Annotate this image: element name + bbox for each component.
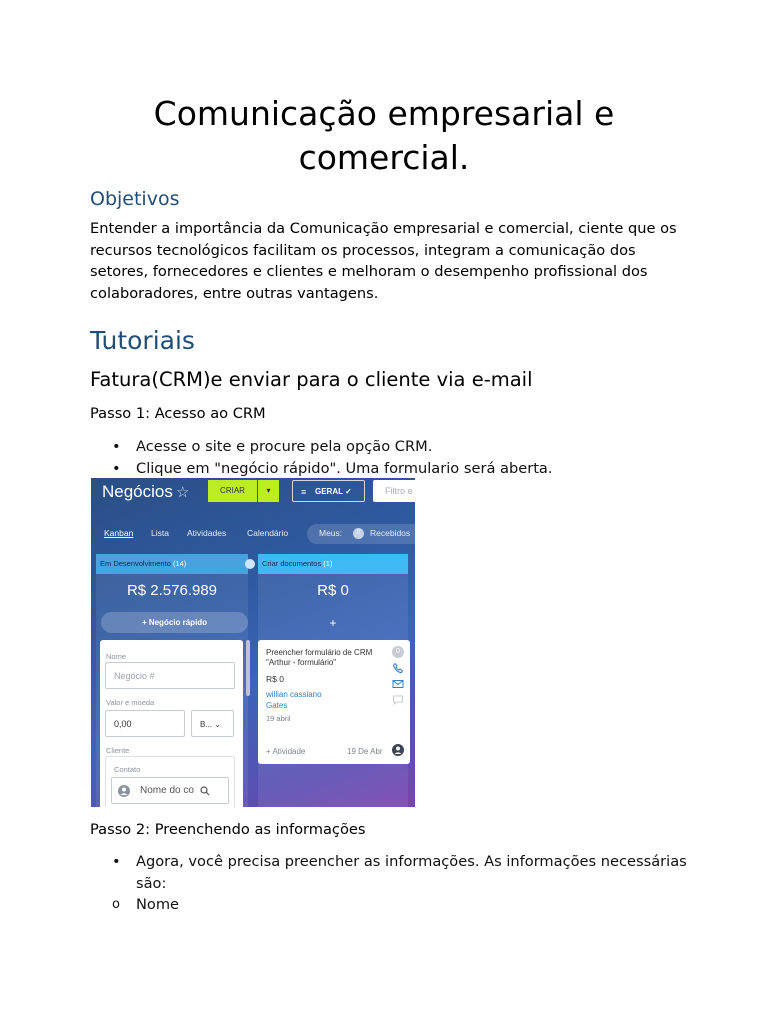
list-item-text: Agora, você precisa preencher as informações. As informações necessárias são: [136,853,687,892]
cliente-label: Cliente [106,746,130,755]
view-tabs [91,524,415,544]
section-subheading: Fatura(CRM)e enviar para o cliente via e-mail [90,368,533,391]
deal-card[interactable] [258,640,410,764]
deal-title[interactable]: Preencher formulário de CRM "Arthur - formulário" [266,648,373,667]
step2-list [90,851,690,916]
criar-dropdown-icon[interactable]: ▾ [258,480,279,502]
star-icon[interactable]: ☆ [176,484,190,501]
step1-list [90,436,553,479]
geral-label: GERAL ✓ [315,487,352,496]
valor-label: Valor e moeda [106,698,155,707]
cliente-box [105,756,235,807]
column-total: R$ 0 [317,582,349,599]
list-item [90,851,690,894]
sub-list-item [90,894,690,916]
bullet-icon: • [112,853,121,870]
deal-count-badge: 0 [392,646,404,658]
meus-label: Meus: [319,528,343,538]
list-item [90,436,553,458]
mail-icon[interactable] [392,678,404,690]
contato-field[interactable] [111,777,229,804]
add-activity-link[interactable]: + Atividade [266,747,306,756]
tab-lista[interactable]: Lista [151,528,169,538]
sub-bullet-icon: o [112,897,120,912]
filter-icon: ≡ [301,487,307,497]
moeda-select[interactable]: B... ⌄ [191,710,234,737]
person-icon [118,785,130,797]
deal-due-date: 19 De Abr [347,747,383,756]
column-header-em-desenvolvimento[interactable] [96,554,248,574]
tutoriais-heading: Tutoriais [90,326,195,355]
contato-placeholder: Nome do co [140,785,194,796]
deal-company-link[interactable]: Gates [266,701,288,710]
column-header-criar-documentos[interactable] [258,554,408,574]
bullet-icon: • [112,459,121,477]
quick-deal-form [100,640,243,807]
meus-filter[interactable] [307,524,415,544]
negocio-rapido-button[interactable]: + Negócio rápido [101,612,248,633]
crm-screenshot [91,478,415,807]
list-item [90,458,553,480]
meus-recebidos[interactable]: Recebidos [370,528,411,538]
valor-field[interactable]: 0,00 [105,710,185,737]
column-add-icon[interactable] [245,559,255,569]
sub-list-item-text: Nome [136,896,180,913]
objetivos-heading: Objetivos [90,188,180,210]
column-total: R$ 2.576.989 [126,582,218,599]
list-item-text: Clique em "negócio rápido". Uma formulario será aberta. [136,459,553,477]
intro-paragraph: Entender a importância da Comunicação empresarial e comercial, ciente que os recursos tecnológicos facilitam os processos, integram a comunicação dos setores, fornecedores e clientes e melhoram o desempenho profissional dos colaboradores, entre outras vantagens. [90,220,677,302]
filter-input[interactable]: Filtro e [373,480,415,502]
column-count: (1) [323,559,333,568]
column-name: Criar documentos [262,559,322,568]
deal-value: R$ 0 [266,674,284,684]
tab-kanban[interactable]: Kanban [104,528,134,538]
crm-toolbar [91,478,415,508]
chat-icon[interactable] [392,694,404,706]
tab-calendario[interactable]: Calendário [247,528,289,538]
deal-date: 19 abril [266,714,291,723]
tab-atividades[interactable]: Atividades [187,528,227,538]
document-title: Comunicação empresarial e comercial. [153,94,615,177]
contato-label: Contato [114,765,141,774]
meus-count-badge: 0 [353,528,364,539]
list-item-text: Acesse o site e procure pela opção CRM. [136,438,433,455]
column-name: Em Desenvolvimento [100,559,171,568]
search-icon[interactable] [200,786,210,796]
nome-field[interactable]: Negócio # [105,662,235,689]
deal-contact-link[interactable]: willian cassiano [266,690,322,699]
add-deal-button[interactable]: + [329,616,337,630]
phone-icon[interactable] [392,662,404,674]
scrollbar[interactable] [246,640,250,696]
step2-label: Passo 2: Preenchendo as informações [90,821,366,838]
nome-label: Nome [106,652,127,661]
criar-button[interactable]: CRIAR [208,480,257,502]
person-icon[interactable] [392,744,404,756]
column-count: (14) [172,559,187,568]
crm-page-title: Negócios [102,482,173,501]
step1-label: Passo 1: Acesso ao CRM [90,405,266,422]
bullet-icon: • [112,438,121,455]
geral-filter-button[interactable] [292,480,365,502]
